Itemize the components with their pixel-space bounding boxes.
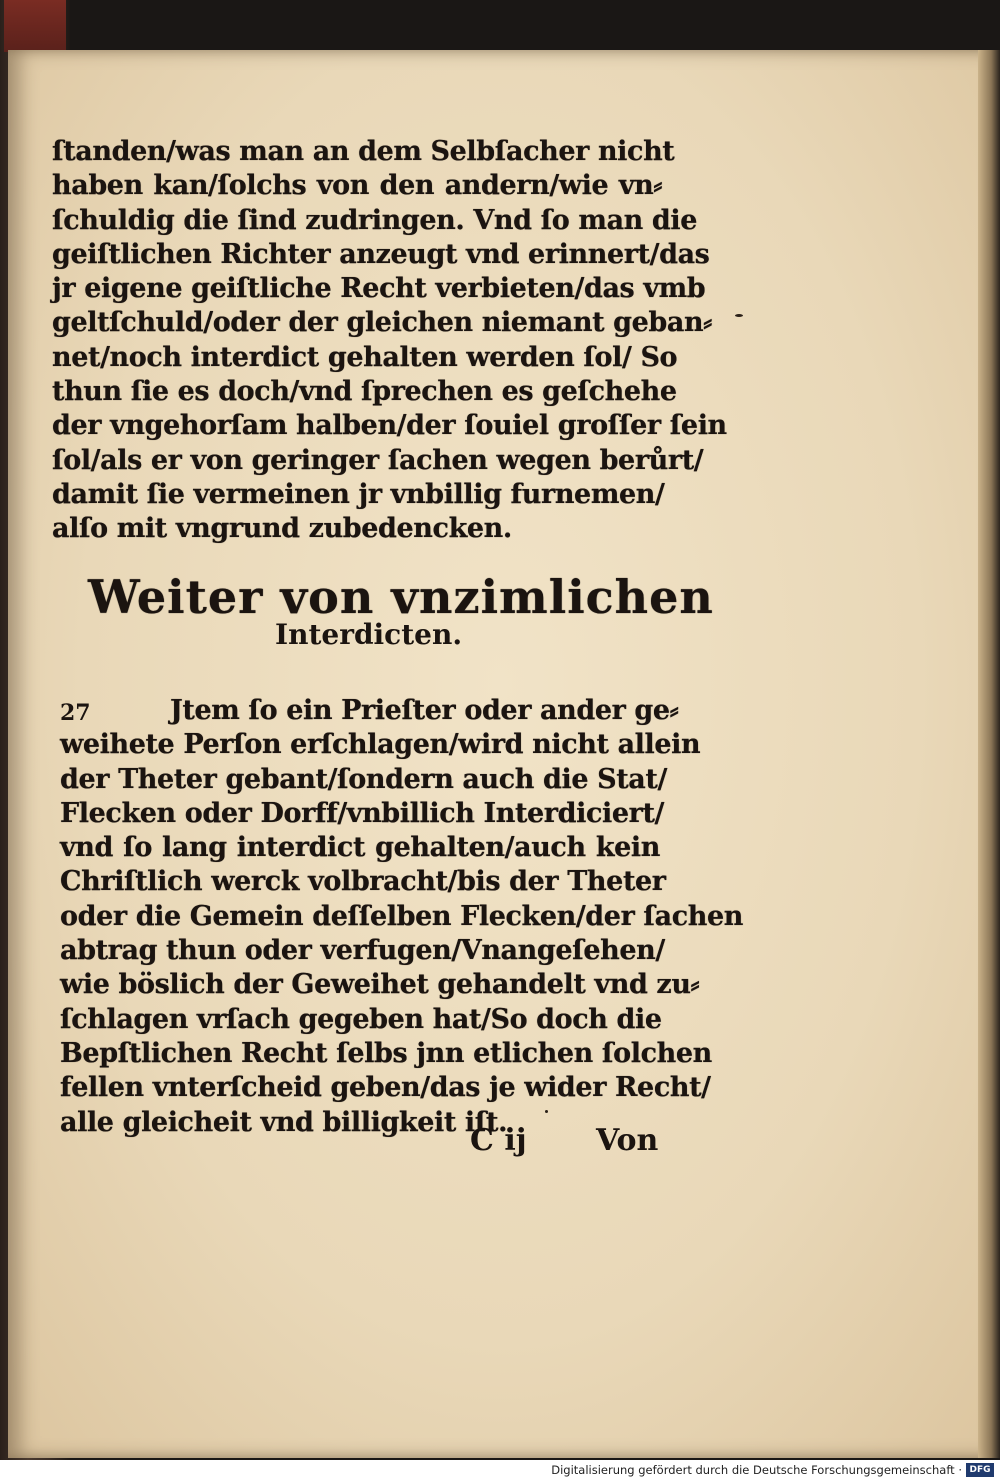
text-line: Bepſtlichen Recht ſelbs jnn etlichen ſolchen <box>60 1037 712 1069</box>
text-line: Jtem ſo ein Prieſter oder ander ge⸗ <box>170 695 679 726</box>
signature-mark: C ij <box>470 1123 527 1158</box>
text-line: net/noch interdict gehalten werden ſol/ So <box>52 341 678 373</box>
text-line: damit ſie vermeinen jr vnbillig furnemen/ <box>52 478 665 510</box>
marginal-number: 27 <box>60 700 91 726</box>
footer-credit: Digitalisierung gefördert durch die Deutsche Forschungsgemeinschaft · <box>551 1463 962 1477</box>
text-line: Chriſtlich werck volbracht/bis der Theter <box>60 866 666 898</box>
text-line: oder die Gemein deſſelben Flecken/der ſachen <box>60 900 743 932</box>
text-line: fellen vnterſcheid geben/das je wider Recht/ <box>60 1072 711 1104</box>
text-line: geltſchuld/oder der gleichen niemant geban⸗ <box>52 307 712 339</box>
text-line: jr eigene geiſtliche Recht verbieten/das vmb <box>52 273 706 305</box>
text-line: abtrag thun oder verfugen/Vnangeſehen/ <box>60 935 665 967</box>
ink-speck <box>545 1110 548 1113</box>
text-line: ſtanden/was man an dem Selbſacher nicht <box>52 136 675 167</box>
dfg-logo: DFG <box>966 1463 994 1477</box>
text-line: ſchuldig die ſind zudringen. Vnd ſo man die <box>52 204 698 236</box>
spine-red-tab <box>4 0 66 52</box>
section-heading: Weiter von vnzimlichen <box>88 570 714 624</box>
section-subheading: Interdicten. <box>275 618 463 651</box>
text-line: alle gleicheit vnd billigkeit iſt. <box>60 1106 508 1138</box>
catchword: Von <box>596 1123 659 1158</box>
page-edge <box>978 50 1000 1458</box>
text-line: thun ſie es doch/vnd ſprechen es geſchehe <box>52 376 677 408</box>
text-line: alſo mit vngrund zubedencken. <box>52 513 512 545</box>
ink-speck <box>735 314 743 317</box>
text-line: wie böslich der Geweihet gehandelt vnd zu⸗ <box>60 969 700 1001</box>
footer-bar <box>0 1460 1000 1483</box>
text-line: ſchlagen vrſach gegeben hat/So doch die <box>60 1003 662 1035</box>
paragraph-1 <box>52 135 727 547</box>
paragraph-2 <box>60 694 743 1140</box>
text-line: haben kan/ſolchs von den andern/wie vn⸗ <box>52 170 662 202</box>
text-line: der vngehorſam halben/der ſouiel groſſer ſein <box>52 410 727 442</box>
text-line: weihete Perſon erſchlagen/wird nicht allein <box>60 729 701 761</box>
text-line: vnd ſo lang interdict gehalten/auch kein <box>60 832 660 864</box>
text-line: ſol/als er von geringer ſachen wegen berůrt/ <box>52 444 704 476</box>
text-line: geiſtlichen Richter anzeugt vnd erinnert/das <box>52 238 710 270</box>
text-line: Flecken oder Dorff/vnbillich Interdiciert/ <box>60 797 664 829</box>
text-line: der Theter gebant/ſondern auch die Stat/ <box>60 763 667 795</box>
